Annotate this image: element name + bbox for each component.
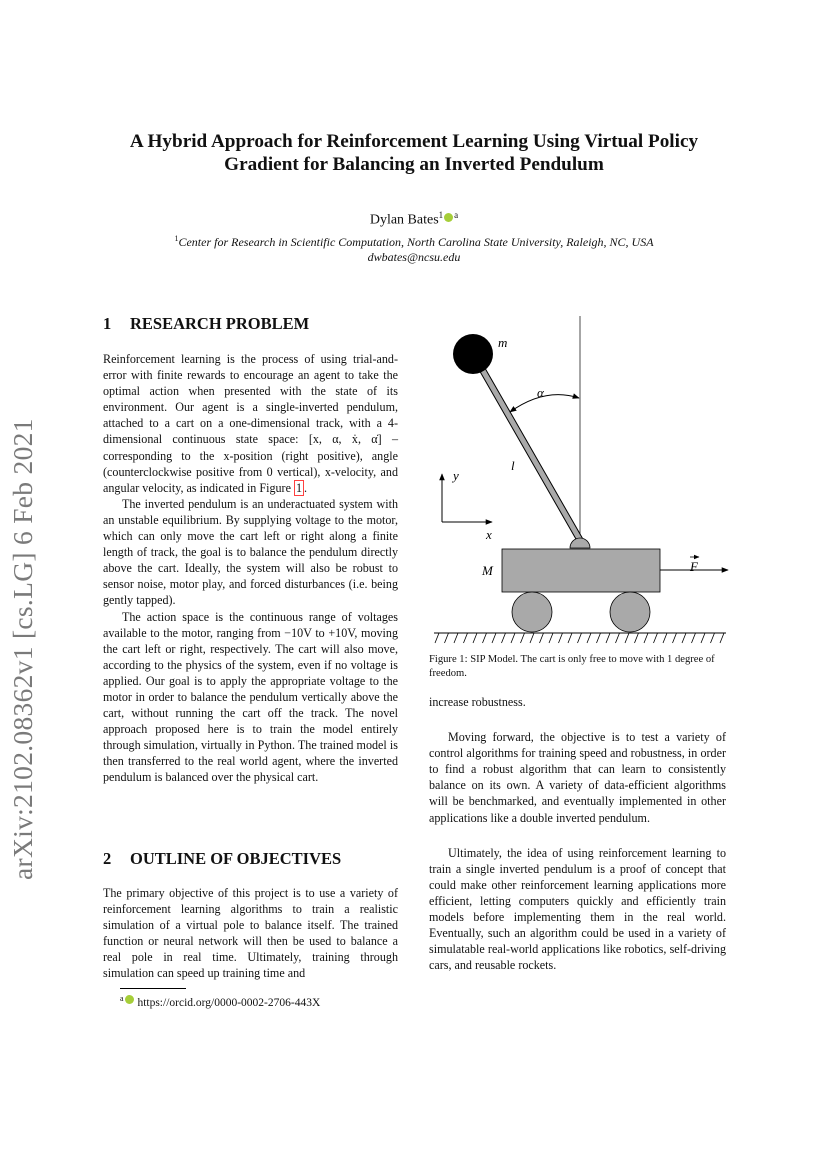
label-alpha: α xyxy=(537,385,544,400)
hatch-tick xyxy=(701,633,705,643)
hatch-tick xyxy=(606,633,610,643)
footnote-mark: a xyxy=(120,994,124,1003)
label-x: x xyxy=(486,527,492,542)
footnote-rule xyxy=(120,988,186,989)
footnote-url[interactable]: https://orcid.org/0000-0002-2706-443X xyxy=(137,996,321,1009)
hatch-tick xyxy=(644,633,648,643)
right-paragraph-1: increase robustness. xyxy=(429,695,526,709)
hatch-tick xyxy=(568,633,572,643)
author-sup-1: 1 xyxy=(438,210,444,220)
hatch-tick xyxy=(635,633,639,643)
author-email[interactable]: dwbates@ncsu.edu xyxy=(367,250,461,264)
section-1-paragraph-2: The inverted pendulum is an underactuated system with an unstable equilibrium. By supplying voltage to the motor, which can only move the cart left or right along a finite length of track, the goal is to balance the pendulum directly above the cart. Ideally, the system will also be robust to sensor noise, motor play, and forced disturbances (i.e. being gently tapped). xyxy=(103,496,398,608)
author-name: Dylan Bates xyxy=(369,212,439,228)
pendulum-rod xyxy=(474,355,580,540)
hatch-tick xyxy=(587,633,591,643)
p1-text: Reinforcement learning is the process of using trial-and-error with finite rewards to encourage an agent to take the optimal action when presented with the state of its environment. Our agent is a single-inverted pendulum, attached to a cart on a one-dimensional track, with a 4-dimensional continuous state space: [x, α, ẋ, α̇] – corresponding to the x-position (right positive), angle (counterclockwise positive from 0 vertical), x-velocity, and angular velocity, as indicated in Figure xyxy=(103,352,398,495)
section-1-title: RESEARCH PROBLEM xyxy=(130,314,310,333)
hatch-tick xyxy=(654,633,658,643)
label-M: M xyxy=(482,563,493,578)
hatch-tick xyxy=(473,633,477,643)
hatch-tick xyxy=(720,633,724,643)
affiliation-sup: 1 xyxy=(174,234,179,243)
title-line-1: A Hybrid Approach for Reinforcement Learning Using Virtual Policy xyxy=(129,131,699,152)
section-2-paragraph-1: The primary objective of this project is to use a variety of reinforcement learning algorithms to train a realistic simulation of a virtual pole to balance itself. The trained function or neural network will then be used to balance a real pole in real time. Ultimately, training through simulation can speed up training time and xyxy=(103,886,398,981)
right-paragraph-3: Ultimately, the idea of using reinforcement learning to train a single inverted pendulum is a proof of concept that could make other reinforcement learning applications more efficient, letting computers quickly and efficiently train models before implementing them in the real world. Eventually, such an algorithm could be used in a variety of simulatable real-world applications like robotics, self-driving cars, and reusable rockets. xyxy=(429,845,726,973)
hatch-tick xyxy=(483,633,487,643)
hatch-tick xyxy=(692,633,696,643)
figure-1-caption: Figure 1: SIP Model. The cart is only free to move with 1 degree of freedom. xyxy=(429,654,715,679)
label-l: l xyxy=(511,458,515,473)
section-2-number: 2 xyxy=(103,849,112,868)
p1-end: . xyxy=(304,480,308,495)
hatch-tick xyxy=(435,633,439,643)
author-sup-2: a xyxy=(454,210,459,220)
right-paragraph-2: Moving forward, the objective is to test a variety of control algorithms for training speed and robustness, in order to find a robust algorithm that can learn to consistently balance on its own. A variety of data-efficient algorithms will be benchmarked, and eventually implemented in other applications like a double inverted pendulum. xyxy=(429,730,726,825)
hatch-tick xyxy=(530,633,534,643)
angle-arc-arrow xyxy=(510,395,579,412)
hatch-tick xyxy=(540,633,544,643)
arxiv-stamp-text: arXiv:2102.08362v1 [cs.LG] 6 Feb 2021 xyxy=(7,418,38,880)
hatch-tick xyxy=(682,633,686,643)
ground-hatching xyxy=(435,633,724,643)
pendulum-mass xyxy=(453,334,493,374)
hatch-tick xyxy=(492,633,496,643)
label-y: y xyxy=(453,468,459,483)
hatch-tick xyxy=(673,633,677,643)
hatch-tick xyxy=(711,633,715,643)
cart-wheel-right xyxy=(610,592,650,632)
label-m: m xyxy=(498,335,508,350)
hatch-tick xyxy=(549,633,553,643)
hatch-tick xyxy=(616,633,620,643)
hatch-tick xyxy=(511,633,515,643)
footnote xyxy=(120,994,320,1009)
hatch-tick xyxy=(521,633,525,643)
figure-1-link[interactable]: 1 xyxy=(295,480,303,495)
hatch-tick xyxy=(464,633,468,643)
hatch-tick xyxy=(454,633,458,643)
cart-wheel-left xyxy=(512,592,552,632)
hatch-tick xyxy=(625,633,629,643)
section-1-paragraph-3: The action space is the continuous range of voltages available to the motor, ranging from −10V to +10V, moving the cart left or right, respectively. The cart will also move, according to the physics of the system, even if no voltage is applied. Our goal is to apply the appropriate voltage to the motor in order to balance the pendulum vertically above the cart, without running the cart off the track. The novel approach proposed here is to train the model entirely through simulation, virtually in Python. The trained model is then transferred to the real world agent, where the inverted pendulum is balanced over the physical cart. xyxy=(103,609,398,785)
section-1-number: 1 xyxy=(103,314,112,333)
hatch-tick xyxy=(445,633,449,643)
affiliation-text: Center for Research in Scientific Computation, North Carolina State University, Raleigh, NC, USA xyxy=(178,235,654,249)
hatch-tick xyxy=(578,633,582,643)
hatch-tick xyxy=(502,633,506,643)
section-2-title: OUTLINE OF OBJECTIVES xyxy=(130,849,342,868)
right-column-body xyxy=(429,694,726,973)
hatch-tick xyxy=(663,633,667,643)
orcid-icon-footnote xyxy=(125,995,134,1004)
title-line-2: Gradient for Balancing an Inverted Pendulum xyxy=(224,154,604,175)
pivot-joint xyxy=(570,538,590,548)
hatch-tick xyxy=(559,633,563,643)
hatch-tick xyxy=(597,633,601,643)
label-F: F xyxy=(690,559,698,574)
cart-body xyxy=(502,549,660,592)
